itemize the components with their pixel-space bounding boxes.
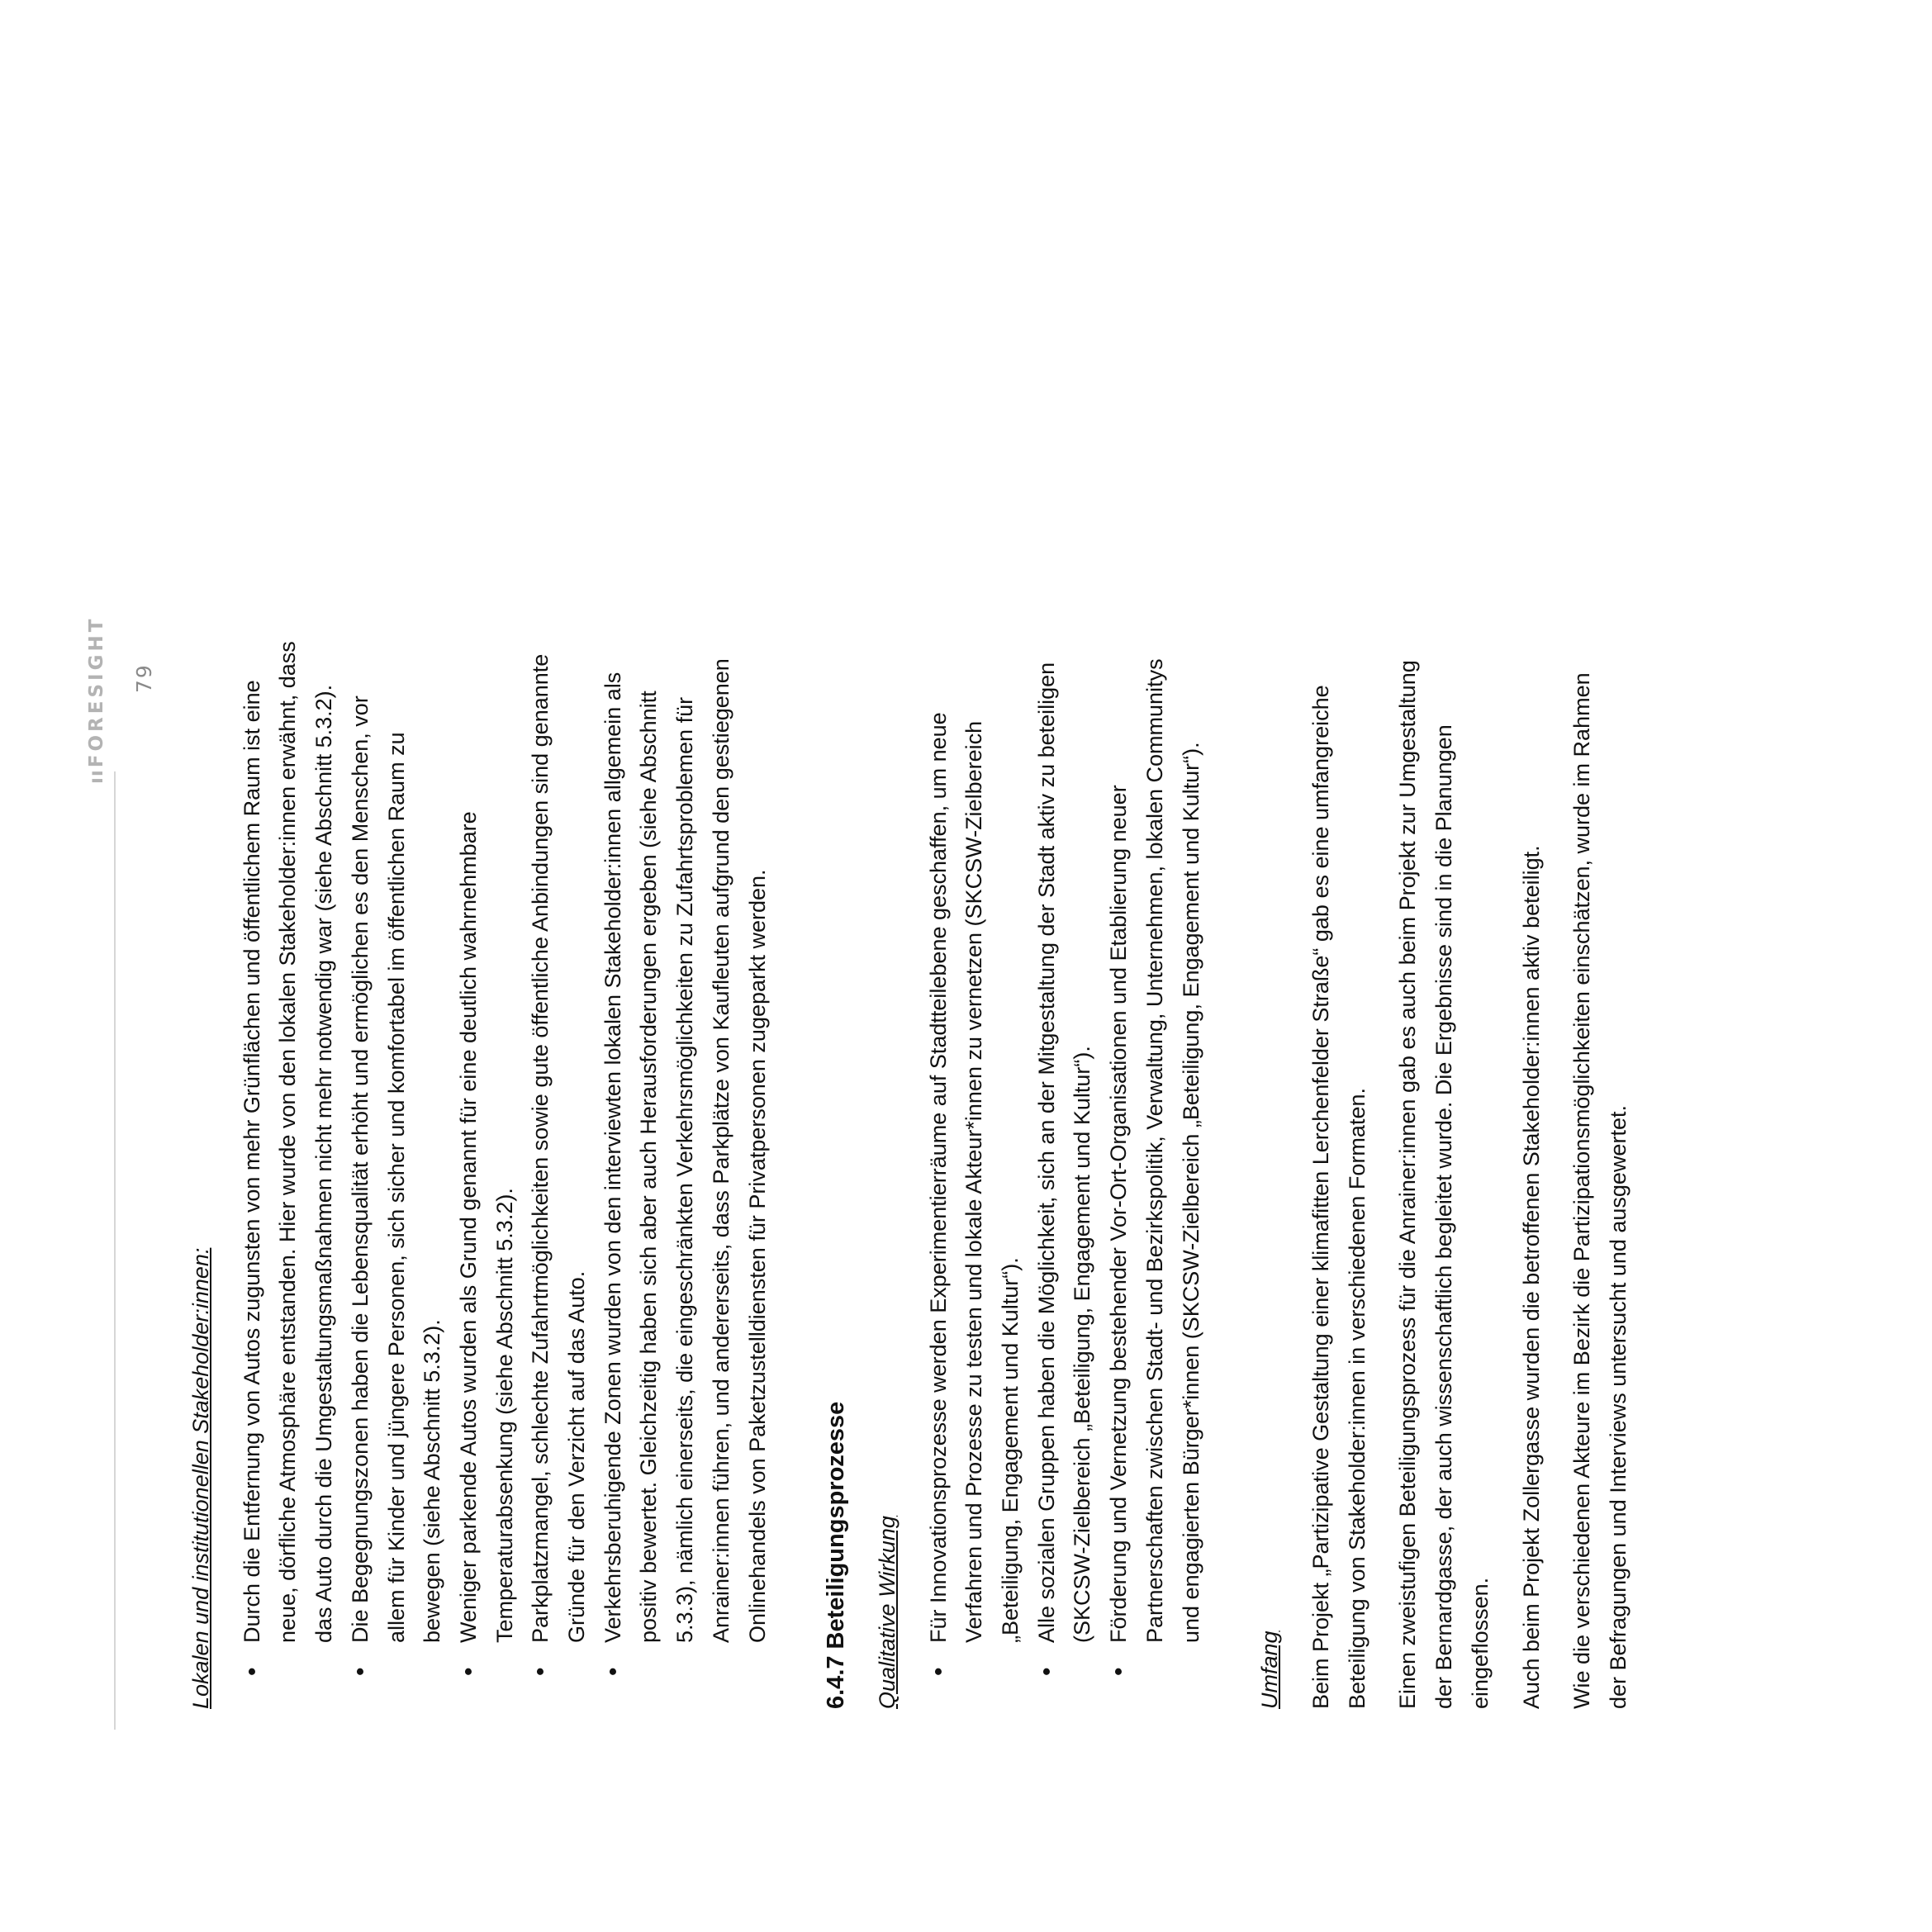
spacer bbox=[795, 639, 819, 1709]
document-page bbox=[0, 571, 1932, 1932]
section-heading: 6.4.7 Beteiligungsprozesse bbox=[823, 1401, 850, 1709]
qualitative-bullet-3: • Förderung und Vernetzung bestehender Vor-Ort-Organisationen und Etablierung neuer Partnerschaften zwischen Stadt- und Bezirkspolitik, Verwaltung, Unternehmen, lokalen Communitys und engagierten Bürger*innen (SKCSW-Zielbereich „Beteiligung, Engagement und Kultur“). bbox=[1101, 639, 1209, 1709]
qualitative-bullet-list bbox=[921, 639, 1210, 1709]
scope-paragraph-3: Auch beim Projekt Zollergasse wurden die betroffenen Stakeholder:innen aktiv beteiligt. bbox=[1518, 845, 1544, 1709]
foresight-logo bbox=[86, 616, 107, 784]
scope-paragraph-2: Einen zweistufigen Beteiligungsprozess für die Anrainer:innen gab es auch beim Projekt zur Umgestaltung der Bernardgasse, der auch wissenschaftlich begleitet wurde. Die Ergebnisse sind in die Planungen eingeflossen. bbox=[1395, 660, 1493, 1709]
page-number: 79 bbox=[132, 663, 156, 693]
stakeholders-subheading: Lokalen und institutionellen Stakeholder:innen: bbox=[188, 1247, 213, 1709]
spacer bbox=[1229, 639, 1252, 1709]
qualitative-subheading: Qualitative Wirkung bbox=[874, 1516, 900, 1709]
page-content bbox=[183, 639, 1652, 1709]
stakeholders-bullet-list bbox=[235, 639, 776, 1709]
scope-paragraph-1: Beim Projekt „Partizipative Gestaltung einer klimafitten Lerchenfelder Straße“ gab es eine umfangreiche Beteiligung von Stakeholder:innen in verschiedenen Formaten. bbox=[1308, 685, 1369, 1709]
stakeholders-bullet-3: • Weniger parkende Autos wurden als Grund genannt für eine deutlich wahrnehmbare Temperaturabsenkung (siehe Abschnitt 5.3.2). bbox=[451, 639, 523, 1709]
stakeholders-bullet-4: • Parkplatzmangel, schlechte Zufahrtmöglichkeiten sowie gute öffentliche Anbindungen sind genannte Gründe für den Verzicht auf das Auto. bbox=[523, 639, 595, 1709]
stakeholders-bullet-5: • Verkehrsberuhigende Zonen wurden von den interviewten lokalen Stakeholder:innen allgemein als positiv bewertet. Gleichzeitig haben sich aber auch Herausforderungen ergeben (siehe Abschnitt 5.3.3), nämlich einerseits, die eingeschränkten Verkehrsmöglichkeiten zu Zufahrtsproblemen für Anrainer:innen führen, und andererseits, dass Parkplätze von Kaufleuten aufgrund den gestiegenen Onlinehandels von Paketzustelldiensten für Privatpersonen zugeparkt werden. bbox=[596, 639, 776, 1709]
scope-subheading: Umfang bbox=[1257, 1631, 1283, 1709]
logo-wordmark: FORESIGHT bbox=[86, 615, 107, 768]
scope-paragraph-4: Wie die verschiedenen Akteure im Bezirk die Partizipationsmöglichkeiten einschätzen, wurde im Rahmen der Befragungen und Interviews untersucht und ausgewertet. bbox=[1569, 672, 1631, 1709]
stakeholders-bullet-1: • Durch die Entfernung von Autos zugunsten von mehr Grünflächen und öffentlichem Raum ist eine neue, dörfliche Atmosphäre entstanden. Hier wurde von den lokalen Stakeholder:innen erwähnt, dass das Auto durch die Umgestaltungsmaßnahmen nicht mehr notwendig war (siehe Abschnitt 5.3.2). bbox=[235, 639, 343, 1709]
stakeholders-bullet-2: • Die Begegnungszonen haben die Lebensqualität erhöht und ermöglichen es den Menschen, vor allem für Kinder und jüngere Personen, sich sicher und komfortabel im öffentlichen Raum zu bewegen (siehe Abschnitt 5.3.2). bbox=[343, 639, 451, 1709]
header-divider bbox=[114, 771, 116, 1730]
qualitative-bullet-2: • Alle sozialen Gruppen haben die Möglichkeit, sich an der Mitgestaltung der Stadt aktiv zu beteiligen (SKCSW-Zielbereich „Beteiligung, Engagement und Kultur“). bbox=[1029, 639, 1101, 1709]
logo-bars-glyph: ıı bbox=[86, 769, 107, 784]
qualitative-bullet-1: • Für Innovationsprozesse werden Experimentierräume auf Stadtteilebene geschaffen, um neue Verfahren und Prozesse zu testen und lokale Akteur*innen zu vernetzen (SKCSW-Zielbereich „Beteiligung, Engagement und Kultur“). bbox=[921, 639, 1029, 1709]
